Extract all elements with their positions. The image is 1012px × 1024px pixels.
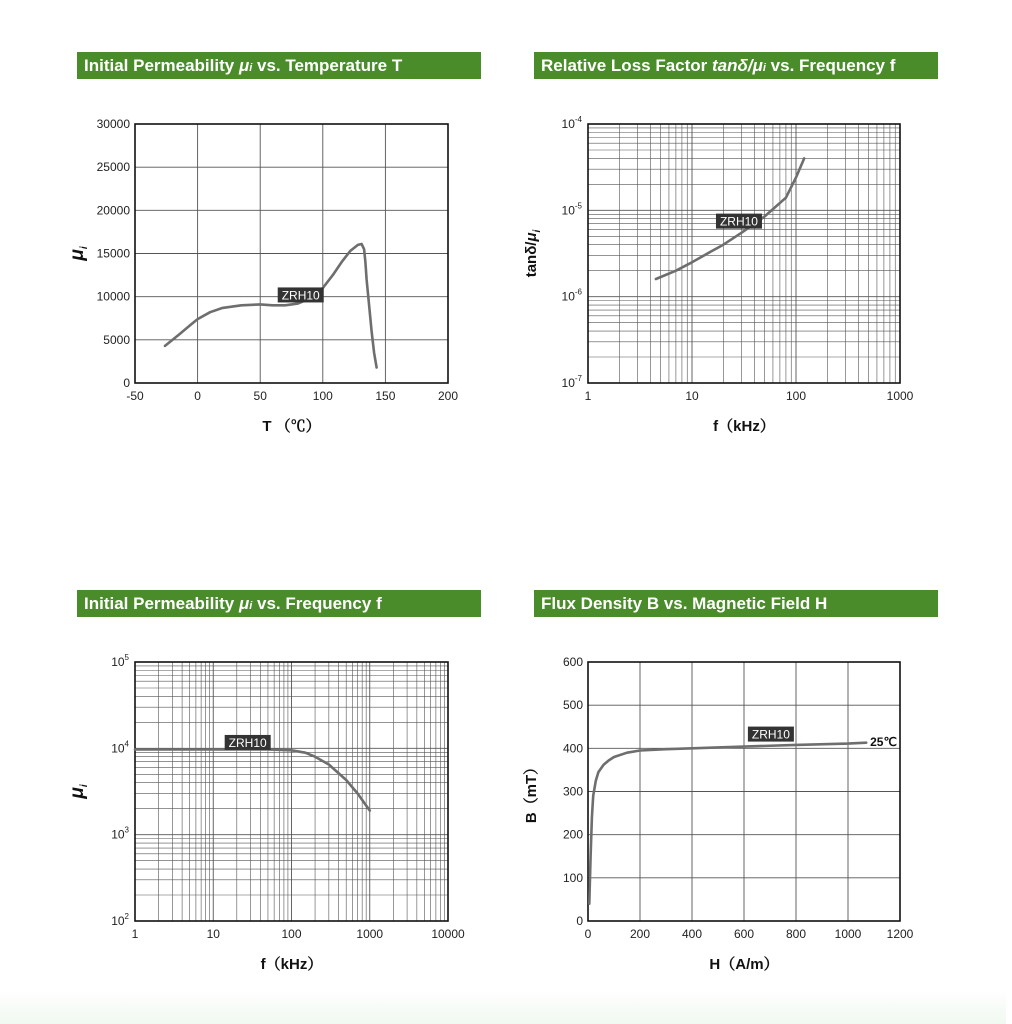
x-tick-label: 10000 bbox=[431, 927, 465, 941]
chart-svg bbox=[523, 52, 1012, 452]
x-tick-label: 1000 bbox=[834, 927, 862, 941]
x-tick-label: 400 bbox=[681, 927, 703, 941]
y-tick-label: $10^4$ bbox=[111, 739, 129, 756]
x-tick-label: 0 bbox=[194, 389, 201, 403]
series-label bbox=[748, 727, 794, 742]
series-label-text: ZRH10 bbox=[228, 735, 267, 750]
title-text: vs. Frequency bbox=[765, 56, 890, 75]
series-line bbox=[135, 750, 370, 811]
plot-frame bbox=[588, 124, 900, 383]
y-tick-label: 10000 bbox=[96, 289, 130, 304]
y-tick-label: $10^{-5}$ bbox=[561, 201, 582, 218]
title-subscript: i bbox=[249, 600, 253, 612]
x-tick-label: 1000 bbox=[356, 927, 384, 941]
series-label bbox=[225, 735, 271, 750]
x-tick-label: 100 bbox=[281, 927, 302, 941]
gridlines bbox=[588, 124, 900, 383]
y-tick-label: $10^2$ bbox=[111, 912, 129, 928]
x-tick-label: 1 bbox=[584, 389, 592, 403]
gridlines bbox=[135, 662, 448, 921]
x-tick-label: 1 bbox=[131, 927, 139, 941]
x-tick-label: 0 bbox=[584, 927, 592, 941]
y-axis-title: B（mT） bbox=[523, 759, 540, 824]
series-line bbox=[165, 244, 377, 368]
x-axis-title: f（kHz） bbox=[260, 956, 323, 973]
title-variable: B bbox=[646, 594, 660, 613]
x-tick-label: 10 bbox=[685, 389, 699, 403]
chart-svg bbox=[67, 52, 555, 452]
title-subscript: i bbox=[762, 62, 766, 74]
y-axis-title: $\mu_i$ bbox=[67, 246, 90, 261]
title-variable: f bbox=[376, 594, 382, 613]
gridlines bbox=[135, 124, 448, 383]
x-tick-label: -50 bbox=[126, 389, 144, 403]
x-tick-label: 200 bbox=[629, 927, 651, 941]
series-label bbox=[716, 214, 762, 229]
chart-permeability-vs-frequency bbox=[67, 590, 555, 990]
series-label-text: ZRH10 bbox=[719, 214, 758, 229]
chart-svg bbox=[67, 590, 555, 990]
title-symbol: μ bbox=[238, 56, 250, 75]
title-text: Flux Density bbox=[541, 594, 647, 613]
x-tick-label: 200 bbox=[437, 389, 459, 403]
y-tick-label: $10^{-4}$ bbox=[561, 115, 582, 131]
x-tick-label: 150 bbox=[375, 389, 396, 403]
background-gradient bbox=[0, 990, 1006, 1024]
title-text: vs. Magnetic Field bbox=[659, 594, 815, 613]
annotation: 25℃ bbox=[870, 734, 897, 749]
y-axis-title: $\mu_i$ bbox=[67, 784, 90, 799]
x-tick-label: 800 bbox=[785, 927, 807, 941]
y-tick-label: 15000 bbox=[96, 246, 130, 261]
title-variable: H bbox=[814, 594, 828, 613]
y-tick-label: $10^{-6}$ bbox=[561, 287, 582, 304]
x-axis-title: T （℃） bbox=[262, 418, 321, 435]
y-tick-label: 0 bbox=[123, 376, 130, 390]
title-symbol: tanδ/μ bbox=[712, 56, 763, 75]
title-symbol: μ bbox=[238, 594, 250, 613]
y-tick-label: 400 bbox=[562, 741, 583, 756]
y-tick-label: 300 bbox=[562, 784, 583, 799]
x-tick-label: 100 bbox=[312, 389, 333, 403]
y-tick-label: 20000 bbox=[96, 203, 130, 218]
y-tick-label: 100 bbox=[562, 870, 583, 885]
title-variable: T bbox=[391, 56, 403, 75]
y-tick-label: $10^3$ bbox=[111, 825, 129, 842]
title-text: Initial Permeability bbox=[84, 56, 239, 75]
x-tick-label: 600 bbox=[733, 927, 755, 941]
series-line bbox=[589, 743, 866, 904]
title-text: vs. Frequency bbox=[252, 594, 377, 613]
x-tick-label: 100 bbox=[785, 389, 807, 403]
y-tick-label: $10^{-7}$ bbox=[561, 374, 582, 390]
y-tick-label: 500 bbox=[562, 698, 583, 713]
y-tick-label: 0 bbox=[576, 914, 583, 928]
title-text: Relative Loss Factor bbox=[541, 56, 713, 75]
x-axis-title: f（kHz） bbox=[713, 418, 775, 435]
series-label-text: ZRH10 bbox=[281, 288, 320, 303]
title-text: vs. Temperature bbox=[252, 56, 392, 75]
x-tick-label: 10 bbox=[206, 927, 220, 941]
title-text: Initial Permeability bbox=[84, 594, 239, 613]
x-tick-label: 1000 bbox=[886, 389, 914, 403]
series-label-text: ZRH10 bbox=[751, 727, 790, 742]
title-subscript: i bbox=[249, 62, 253, 74]
x-tick-label: 50 bbox=[253, 389, 267, 403]
y-tick-label: 5000 bbox=[103, 332, 130, 347]
x-tick-label: 1200 bbox=[886, 927, 914, 941]
y-tick-label: 600 bbox=[562, 655, 583, 669]
y-tick-label: 30000 bbox=[96, 117, 130, 131]
y-tick-label: $10^5$ bbox=[111, 653, 129, 669]
chart-svg bbox=[523, 590, 1012, 990]
chart-loss-factor-vs-frequency bbox=[523, 52, 1012, 452]
series-label bbox=[278, 287, 324, 302]
y-axis-title: tanδ/$\mu_i$ bbox=[523, 229, 543, 278]
y-tick-label: 200 bbox=[562, 827, 583, 842]
x-axis-title: H（A/m） bbox=[709, 956, 779, 973]
gridlines bbox=[588, 662, 900, 921]
y-tick-label: 25000 bbox=[96, 160, 130, 175]
chart-flux-density-vs-field bbox=[523, 590, 1012, 990]
title-variable: f bbox=[889, 56, 896, 75]
chart-permeability-vs-temperature bbox=[67, 52, 555, 452]
